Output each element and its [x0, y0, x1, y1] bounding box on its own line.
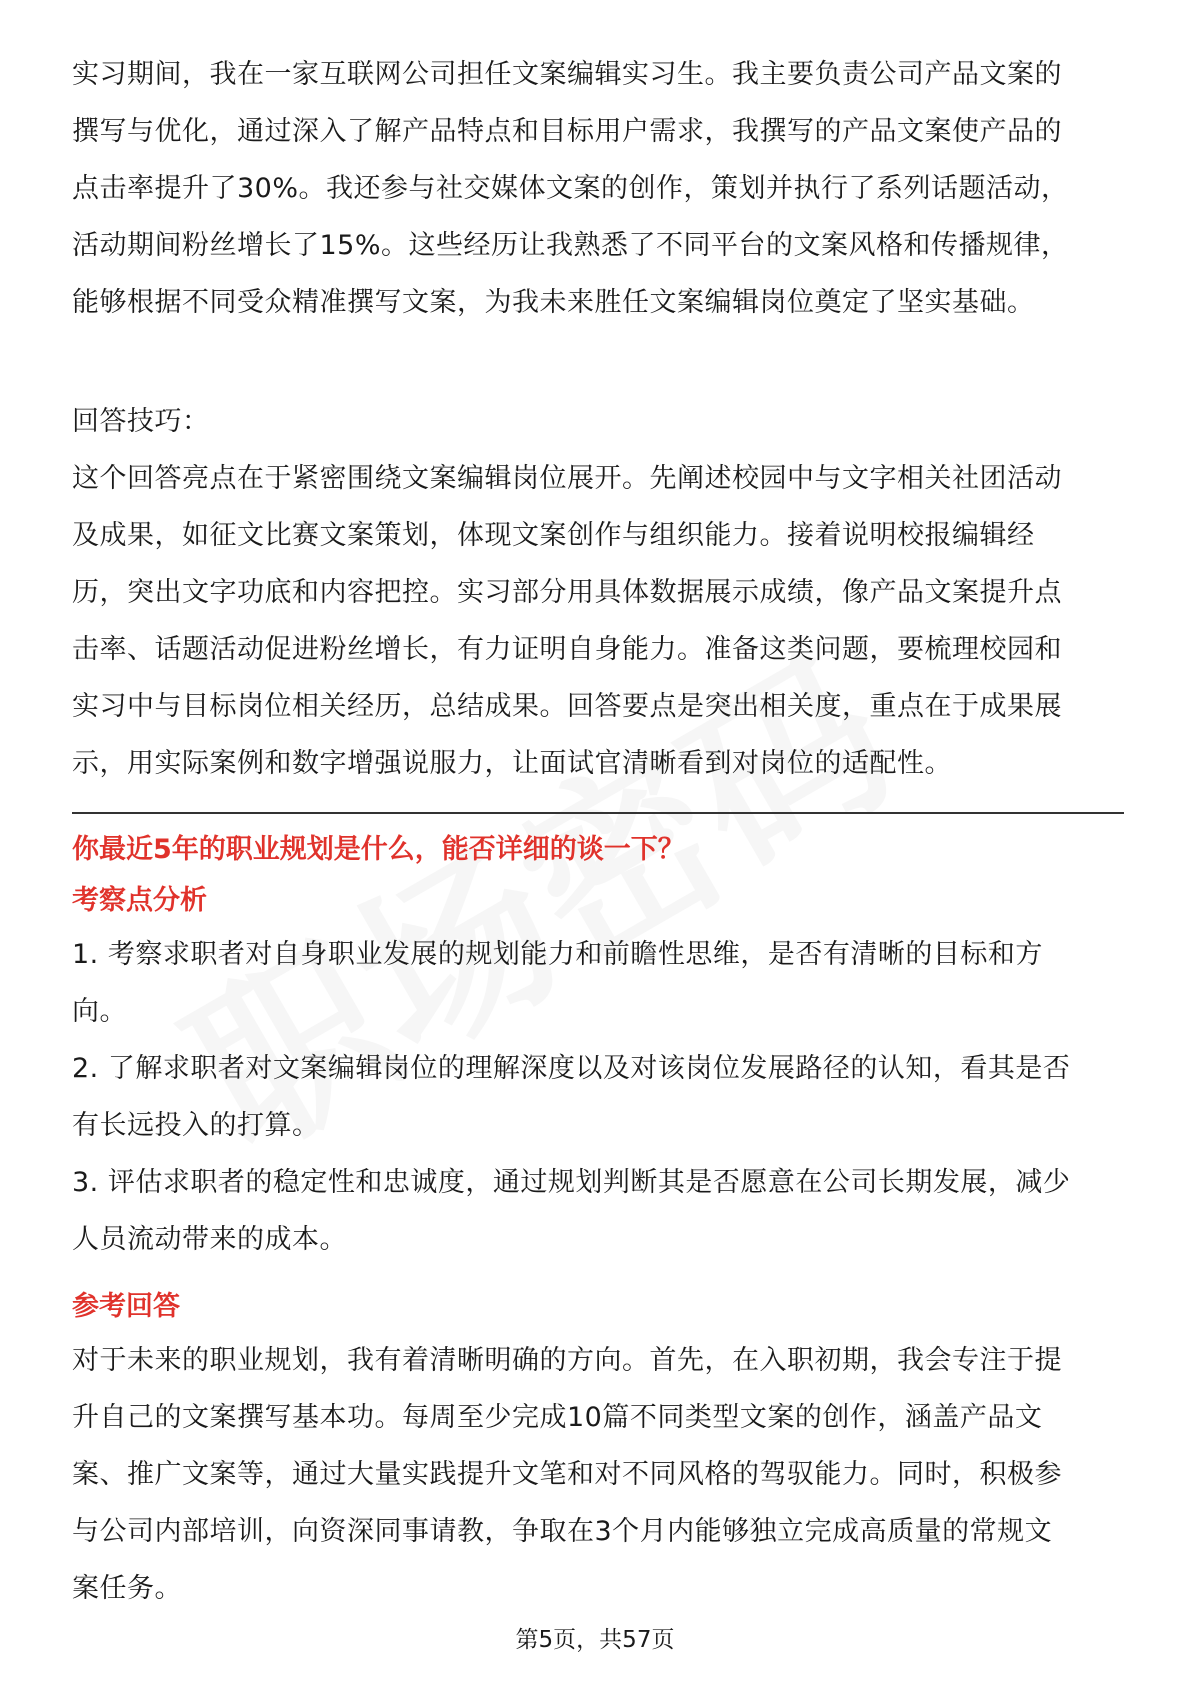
text-line: 能够根据不同受众精准撰写文案，为我未来胜任文案编辑岗位奠定了坚实基础。 — [72, 287, 1035, 318]
text-line: 向。 — [72, 996, 127, 1027]
text-line: 对于未来的职业规划，我有着清晰明确的方向。首先，在入职初期，我会专注于提 — [72, 1345, 1062, 1376]
analysis-list — [72, 926, 1124, 1268]
text-line: 示，用实际案例和数字增强说服力，让面试官清晰看到对岗位的适配性。 — [72, 748, 952, 779]
page-content — [72, 46, 1124, 1617]
analysis-heading: 考察点分析 — [72, 885, 207, 916]
text-line: 这个回答亮点在于紧密围绕文案编辑岗位展开。先阐述校园中与文字相关社团活动 — [72, 463, 1062, 494]
tips-section — [72, 393, 1124, 792]
text-line: 有长远投入的打算。 — [72, 1110, 320, 1141]
text-line: 与公司内部培训，向资深同事请教，争取在3个月内能够独立完成高质量的常规文 — [72, 1516, 1053, 1547]
text-line: 点击率提升了30%。我还参与社交媒体文案的创作，策划并执行了系列话题活动， — [72, 173, 1069, 204]
text-line: 击率、话题活动促进粉丝增长，有力证明自身能力。准备这类问题，要梳理校园和 — [72, 634, 1062, 665]
answer-paragraph — [72, 1332, 1124, 1617]
text-line: 历，突出文字功底和内容把控。实习部分用具体数据展示成绩，像产品文案提升点 — [72, 577, 1062, 608]
text-line: 1. 考察求职者对自身职业发展的规划能力和前瞻性思维，是否有清晰的目标和方 — [72, 939, 1043, 970]
text-line: 人员流动带来的成本。 — [72, 1224, 347, 1255]
text-line: 实习期间，我在一家互联网公司担任文案编辑实习生。我主要负责公司产品文案的 — [72, 59, 1062, 90]
text-line: 撰写与优化，通过深入了解产品特点和目标用户需求，我撰写的产品文案使产品的 — [72, 116, 1062, 147]
text-line: 2. 了解求职者对文案编辑岗位的理解深度以及对该岗位发展路径的认知，看其是否 — [72, 1053, 1071, 1084]
text-line: 及成果，如征文比赛文案策划，体现文案创作与组织能力。接着说明校报编辑经 — [72, 520, 1035, 551]
answer-heading: 参考回答 — [72, 1291, 180, 1322]
page-number: 第5页，共57页 — [515, 1627, 675, 1653]
spacer — [72, 1268, 1124, 1282]
text-line: 升自己的文案撰写基本功。每周至少完成10篇不同类型文案的创作，涵盖产品文 — [72, 1402, 1043, 1433]
question-title: 你最近5年的职业规划是什么，能否详细的谈一下？ — [72, 834, 685, 865]
spacer — [72, 331, 1124, 393]
question-section — [72, 824, 1124, 1617]
text-line: 活动期间粉丝增长了15%。这些经历让我熟悉了不同平台的文案风格和传播规律， — [72, 230, 1069, 261]
internship-paragraph — [72, 46, 1124, 331]
text-line: 案、推广文案等，通过大量实践提升文笔和对不同风格的驾驭能力。同时，积极参 — [72, 1459, 1062, 1490]
text-line: 3. 评估求职者的稳定性和忠诚度，通过规划判断其是否愿意在公司长期发展，减少 — [72, 1167, 1071, 1198]
text-line: 案任务。 — [72, 1573, 182, 1604]
section-divider — [72, 812, 1124, 814]
tips-heading: 回答技巧： — [72, 406, 210, 437]
text-line: 实习中与目标岗位相关经历，总结成果。回答要点是突出相关度，重点在于成果展 — [72, 691, 1062, 722]
